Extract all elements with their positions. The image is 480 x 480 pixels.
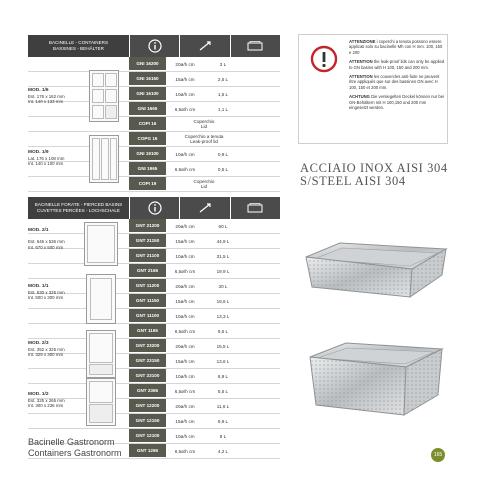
gn-2-3-diagram	[86, 330, 116, 378]
pierced-basins-table	[28, 197, 280, 459]
group-dim-int: Int. 670 x 500 mm	[28, 244, 64, 250]
group-dim-ext: Est. 530 x 325 mm	[28, 289, 65, 295]
height-value: 10ø/h cm	[175, 253, 195, 259]
title-line-2: BASSINES - BEHÄLTER	[53, 46, 104, 51]
product-code: COPI 16	[129, 117, 166, 131]
capacity-value: 19,9 L	[216, 268, 230, 274]
group-dim-ext: Est. 646 x 536 mm	[28, 239, 65, 244]
table-row	[28, 339, 280, 354]
capacity-value: 60 L	[218, 223, 228, 229]
table-row	[28, 102, 280, 117]
product-code: GNT 12100	[129, 429, 166, 443]
info-icon	[129, 197, 179, 219]
product-code: GNT 23200	[129, 339, 166, 353]
group-dim-int: Int. 300 x 236 mm	[28, 403, 64, 408]
capacity-value: 2,5 L	[217, 76, 229, 82]
capacity-value: 44,9 L	[216, 238, 230, 244]
table-row	[28, 324, 280, 339]
height-value: 6,5ø/h cm	[174, 328, 196, 334]
product-code: GNI 16150	[129, 72, 166, 86]
group-dim-int: Int. 140 x 133 mm	[28, 99, 64, 104]
heading-line-1: ACCIAIO INOX AISI 304	[300, 161, 448, 175]
capacity-value: 13,6 L	[216, 358, 230, 364]
capacity-value: 8 L	[219, 433, 227, 439]
table-row	[28, 294, 280, 309]
product-code: GNT 1165	[129, 324, 166, 338]
height-value: 10ø/h cm	[175, 313, 195, 319]
product-code: GNT 21200	[129, 219, 166, 233]
group-mod-1-2	[28, 392, 65, 409]
notice-de: ACHTUNG Die versiegelten Deckel können nur bei GN-Behältern mit H 100,150 und 200 mm eingesetzt werden.	[349, 94, 444, 111]
height-value: 20ø/h cm	[175, 403, 195, 409]
height-value: 6,5ø/h cm	[174, 268, 196, 274]
table-row	[28, 279, 280, 294]
table-row	[28, 219, 280, 234]
capacity-icon	[230, 35, 280, 57]
group-name: MOD. 1/6	[28, 88, 49, 93]
capacity-value: 19,6 L	[216, 298, 230, 304]
group-dim-int: Int. 140 x 100 mm	[28, 161, 64, 166]
group-name: MOD. 1/1	[28, 284, 49, 289]
info-icon	[129, 35, 179, 57]
table-row	[28, 87, 280, 102]
table-row	[28, 72, 280, 87]
gn-1-2-diagram	[86, 378, 116, 426]
notice-it: ATTENZIONE i coperchi a tenuta possono essere applicati solo su bacinelle Mh con H mm. 100, 150 e 200	[349, 39, 443, 55]
title-line-2: CUVETTES PERCÉES - LOCHSCHALE	[37, 208, 120, 213]
capacity-value: 4,2 L	[217, 448, 229, 454]
product-code: GNT 11150	[129, 294, 166, 308]
product-code: GNI 19100	[129, 147, 166, 161]
lid-description: Coperchio Lid	[193, 178, 215, 189]
capacity-value: 0,5 L	[217, 166, 229, 172]
product-code: GNT 2165	[129, 264, 166, 278]
product-code: COPG 16	[129, 132, 166, 146]
height-value: 15ø/h cm	[175, 76, 195, 82]
product-code: GNT 21150	[129, 234, 166, 248]
gn-1-6-diagram	[89, 70, 119, 122]
product-code: GNI 16200	[129, 57, 166, 71]
gn-1-9-diagram	[89, 135, 119, 183]
table-row	[28, 249, 280, 264]
heading-line-2: S/STEEL AISI 304	[300, 174, 406, 188]
table-row	[28, 309, 280, 324]
height-value: 20ø/h cm	[175, 283, 195, 289]
capacity-value: 13,3 L	[216, 313, 230, 319]
table-row	[28, 369, 280, 384]
table-row	[28, 264, 280, 279]
table-row	[28, 147, 280, 162]
lid-description: Coperchio a tenuta Leak-proof lid	[184, 133, 224, 144]
product-code: GNT 12200	[129, 399, 166, 413]
product-code: GNT 23100	[129, 369, 166, 383]
table-row	[28, 384, 280, 399]
height-value: 6,5ø/h cm	[174, 106, 196, 112]
group-dim-ext: Est. 176 x 162 mm	[28, 93, 65, 99]
pierced-pan-photo-2	[306, 335, 446, 425]
product-code: GNI 16100	[129, 87, 166, 101]
pierced-table-header	[28, 197, 280, 219]
capacity-value: 30 L	[218, 283, 228, 289]
containers-table-header	[28, 35, 280, 57]
capacity-icon	[230, 197, 280, 219]
group-mod-2-3	[28, 341, 65, 358]
height-value: 6,5ø/h cm	[174, 388, 196, 394]
gn-1-1-diagram	[86, 274, 116, 324]
product-code: COPI 19	[129, 177, 166, 191]
height-icon	[179, 197, 229, 219]
height-value: 10ø/h cm	[175, 91, 195, 97]
page-footer-title	[28, 437, 122, 459]
height-value: 20ø/h cm	[175, 223, 195, 229]
capacity-value: 3 L	[219, 61, 227, 67]
group-mod-1-1	[28, 284, 65, 301]
product-code: GNT 23150	[129, 354, 166, 368]
footer-line-2: Containers Gastronorm	[28, 448, 122, 458]
capacity-value: 5,5 L	[217, 388, 229, 394]
height-value: 15ø/h cm	[175, 238, 195, 244]
table-row	[28, 399, 280, 414]
capacity-value: 0,9 L	[217, 151, 229, 157]
group-mod-1-9	[28, 150, 64, 167]
group-mod-2-1	[28, 228, 65, 250]
height-value: 10ø/h cm	[175, 373, 195, 379]
table-row	[28, 117, 280, 132]
height-value: 6,5ø/h cm	[174, 166, 196, 172]
height-value: 15ø/h cm	[175, 358, 195, 364]
capacity-value: 1,5 L	[217, 91, 229, 97]
table-row	[28, 162, 280, 177]
height-icon	[179, 35, 229, 57]
group-dim-ext: Lat. 176 x 108 mm	[28, 155, 65, 161]
group-dim-int: Int. 329 x 300 mm	[28, 352, 64, 357]
product-code: GNT 21100	[129, 249, 166, 263]
group-dim-ext: Est. 352 x 325 mm	[28, 346, 65, 352]
notice-en: ATTENTION the leak-proof lids can only be applied to GN basins with H 100, 150 and 200 mm.	[349, 59, 445, 70]
group-name: MOD. 2/3	[28, 341, 49, 346]
product-code: GNT 11100	[129, 309, 166, 323]
product-code: GNT 11200	[129, 279, 166, 293]
height-value: 15ø/h cm	[175, 298, 195, 304]
height-value: 20ø/h cm	[175, 61, 195, 67]
group-name: MOD. 1/2	[28, 392, 49, 397]
product-code: GNT 12150	[129, 414, 166, 428]
group-name: MOD. 1/9	[28, 150, 49, 155]
capacity-value: 8,9 L	[217, 373, 229, 379]
group-mod-1-6	[28, 88, 65, 105]
table-row	[28, 234, 280, 249]
leak-proof-lid-notice	[298, 34, 448, 144]
table-row	[28, 57, 280, 72]
lid-description: Coperchio Lid	[193, 118, 215, 129]
table-row	[28, 414, 280, 429]
warning-icon	[299, 35, 349, 83]
capacity-value: 9,9 L	[217, 418, 229, 424]
title-line-1: BACINELLE FORATE - PIERCED BASINS	[34, 202, 123, 207]
group-dim-int: Int. 500 x 300 mm	[28, 295, 64, 300]
product-code: GNI 1965	[129, 162, 166, 176]
height-value: 20ø/h cm	[175, 343, 195, 349]
material-heading	[300, 162, 448, 188]
height-value: 10ø/h cm	[175, 433, 195, 439]
pierced-pan-photo-1	[300, 235, 450, 320]
product-code: GNT 2365	[129, 384, 166, 398]
containers-table	[28, 35, 280, 192]
notice-fr: ATTENTION les couvercles anti-fuite ne peuvent être appliqués que sur des bassines GN avec H 100, 150 et 200 mm.	[349, 74, 440, 90]
height-value: 10ø/h cm	[175, 151, 195, 157]
footer-line-1: Bacinelle Gastronorm	[28, 437, 115, 447]
group-dim-ext: Est. 325 x 265 mm	[28, 397, 65, 403]
product-code: GNI 1665	[129, 102, 166, 116]
table-row	[28, 177, 280, 192]
height-value: 15ø/h cm	[175, 418, 195, 424]
capacity-value: 11,6 L	[216, 403, 230, 409]
product-code: GNT 1265	[129, 444, 166, 458]
capacity-value: 15,5 L	[216, 343, 230, 349]
title-line-1: BACINELLE - CONTAINERS	[48, 40, 109, 45]
capacity-value: 9,5 L	[217, 328, 229, 334]
table-row	[28, 132, 280, 147]
page-number: 165	[431, 448, 445, 462]
gn-2-1-diagram	[84, 222, 118, 266]
pierced-table-title	[28, 197, 129, 219]
capacity-value: 31,5 L	[216, 253, 230, 259]
height-value: 6,5ø/h cm	[174, 448, 196, 454]
group-name: MOD. 2/1	[28, 228, 49, 233]
containers-table-title	[28, 35, 129, 57]
table-row	[28, 354, 280, 369]
capacity-value: 1,1 L	[217, 106, 229, 112]
